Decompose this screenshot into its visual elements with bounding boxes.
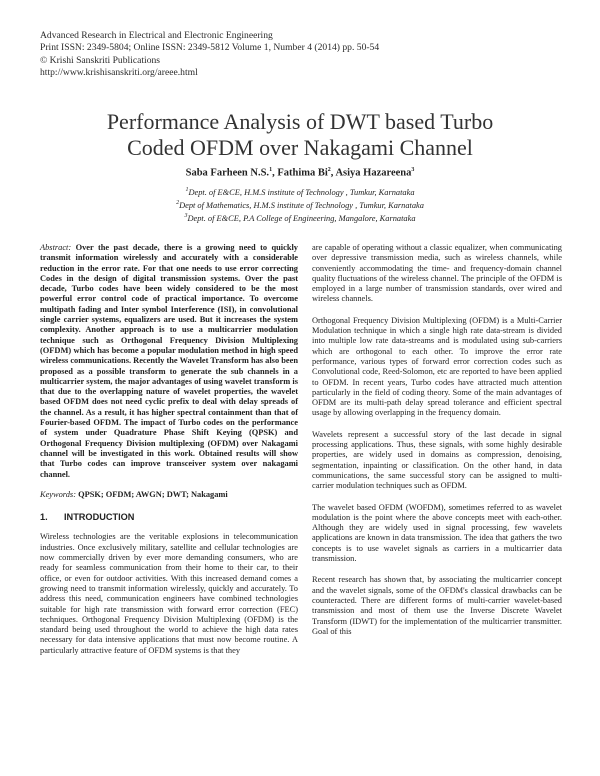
journal-name: Advanced Research in Electrical and Electronic Engineering xyxy=(40,30,273,41)
author-2-sup: 2 xyxy=(327,167,331,173)
affiliation-2-text: Dept of Mathematics, H.M.S institute of Technology , Tumkur, Karnataka xyxy=(179,200,424,210)
affiliation-3 xyxy=(0,211,600,224)
abstract xyxy=(40,243,298,480)
author-list xyxy=(0,167,600,179)
affiliation-3-text: Dept. of E&CE, P.A College of Engineering, Mangalore, Karnataka xyxy=(187,213,416,223)
author-separator: , xyxy=(330,167,336,179)
affiliation-2 xyxy=(0,198,600,211)
author-1-sup: 1 xyxy=(269,167,273,173)
intro-paragraph-1: Wireless technologies are the veritable explosions in telecommunication industries. Once exclusively military, satellite and cellular technologies are now commercially driven by ever more demanding consumers, who are ready for seamless communication from their home to their car, to their office, or even for outdoor activities. With this increased demand comes a growing need to transmit information wirelessly, quickly and accurately. To address this need, communication engineers have combined technologies suitable for high rate transmission with forward error correction (FEC) techniques. Orthogonal Frequency Division Multiplexing (OFDM) is the standard being used throughout the world to achieve the high data rates necessary for data intensive applications that must now become routine. A particularly attractive feature of OFDM systems is that they xyxy=(40,532,298,655)
right-paragraph-1: are capable of operating without a classic equalizer, when communicating over depressive transmission media, such as wireless channels, while conveniently accommodating the time- and frequency-domain channel quality fluctuations of the wireless channel. The principle of the OFDM is employed in a large number of transmission standards, over wired and wireless channels. xyxy=(312,243,562,304)
journal-header xyxy=(40,30,379,79)
copyright-line: © Krishi Sanskriti Publications xyxy=(40,54,161,66)
keywords-text: QPSK; OFDM; AWGN; DWT; Nakagami xyxy=(75,489,228,499)
section-heading xyxy=(40,512,298,522)
author-1: Saba Farheen N.S. xyxy=(185,167,270,179)
right-paragraph-3: Wavelets represent a successful story of the last decade in signal processing applications. Thus, these signals, with some highly desirable properties, are widely used in domains as compression, denoising, segmentation, inpainting or classification. On the other hand, in data communications, the same successful story can be assigned to multi-carrier modulation techniques such as OFDM. xyxy=(312,429,562,491)
title-line-1: Performance Analysis of DWT based Turbo xyxy=(106,109,494,134)
affiliation-1-text: Dept. of E&CE, H.M.S institute of Technology , Tumkur, Karnataka xyxy=(188,187,415,197)
abstract-label: Abstract: xyxy=(40,243,72,252)
affiliation-3-sup: 3 xyxy=(184,213,188,219)
author-separator: , xyxy=(272,167,278,179)
affiliations xyxy=(0,185,600,224)
affiliation-1-sup: 1 xyxy=(185,187,189,193)
right-paragraph-5: Recent research has shown that, by associating the multicarrier concept and the wavelet signals, some of the OFDM's classical drawbacks can be counteracted. There are different forms of multi-carrier wavelet-based transmission and most of them use the Inverse Discrete Wavelet Transform (IDWT) for the implementation of the multicarrier transmitter. Goal of this xyxy=(312,575,562,636)
author-3-sup: 3 xyxy=(411,167,415,173)
section-number: 1. xyxy=(40,512,48,523)
keywords-label: Keywords: xyxy=(40,489,76,499)
paper-title xyxy=(0,109,600,161)
section-title: INTRODUCTION xyxy=(64,512,135,523)
right-column xyxy=(312,243,562,648)
author-2: Fathima Bi xyxy=(277,167,328,179)
keywords xyxy=(40,490,298,500)
author-3: Asiya Hazareena xyxy=(335,167,412,179)
title-line-2: Coded OFDM over Nakagami Channel xyxy=(127,135,473,160)
affiliation-2-sup: 2 xyxy=(176,200,180,206)
left-column xyxy=(40,243,298,666)
abstract-text: Over the past decade, there is a growing need to quickly transmit information wirelessly and accurately with a considerable reduction in the error rate. For that one needs to use error correcting Codes in the design of digital transmission systems. Over the past decade, Turbo codes have been widely considered to be the most powerful error control code of practical importance. To overcome multipath fading and Inter symbol Interference (ISI), in convolutional single carrier systems, equalizers are used. But it increases the system complexity. Another approach is to use a multicarrier modulation technique such as Orthogonal Frequency Division Multiplexing (OFDM) which has become a popular modulation method in high speed wireless communications. Recently the Wavelet Transform has also been proposed as a possible transform to generate the sub channels in a multicarrier system, the major advantages of using wavelet transform is that due to the overlapping nature of wavelet properties, the wavelet based OFDM does not need cyclic prefix to deal with delay spreads of the channel. As a result, it has higher spectral containment than that of Fourier-based OFDM. The impact of Turbo codes on the performance of system under Quadrature Phase Shift Keying (QPSK) and Orthogonal Frequency Division multiplexing (OFDM) over Nakagami channel will be investigated in this work. Obtained results will show that Turbo codes can improve transceiver system over nakagami channel. xyxy=(40,243,298,479)
affiliation-1 xyxy=(0,185,600,198)
right-paragraph-2: Orthogonal Frequency Division Multiplexing (OFDM) is a Multi-Carrier Modulation technique in which a single high rate data-stream is divided into multiple low rate data-streams and is modulated using sub-carriers which are orthogonal to each other. To improve the error rate performance, various types of forward error correction codes such as Convolutional code, Reed-Solomon, etc are reported to have been applied to OFDM. In recent years, Turbo codes have attracted much attention particularly in the field of coding theory. Some of the main advantages of OFDM are its multi-path delay spread tolerance and efficient spectral usage by allowing overlapping in the frequency domain. xyxy=(312,315,562,418)
issn-line: Print ISSN: 2349-5804; Online ISSN: 2349-5812 Volume 1, Number 4 (2014) pp. 50-54 xyxy=(40,42,380,54)
journal-url[interactable]: http://www.krishisanskriti.org/areee.html xyxy=(40,66,198,78)
right-paragraph-4: The wavelet based OFDM (WOFDM), sometimes referred to as wavelet modulation is the point where the above concepts meet with each-other. Although they are widely used in signal processing, few wavelets applications are known in data transmission. The idea that gathers the two concepts is to use wavelet signals as carriers in a multicarrier data transmission. xyxy=(312,502,562,564)
